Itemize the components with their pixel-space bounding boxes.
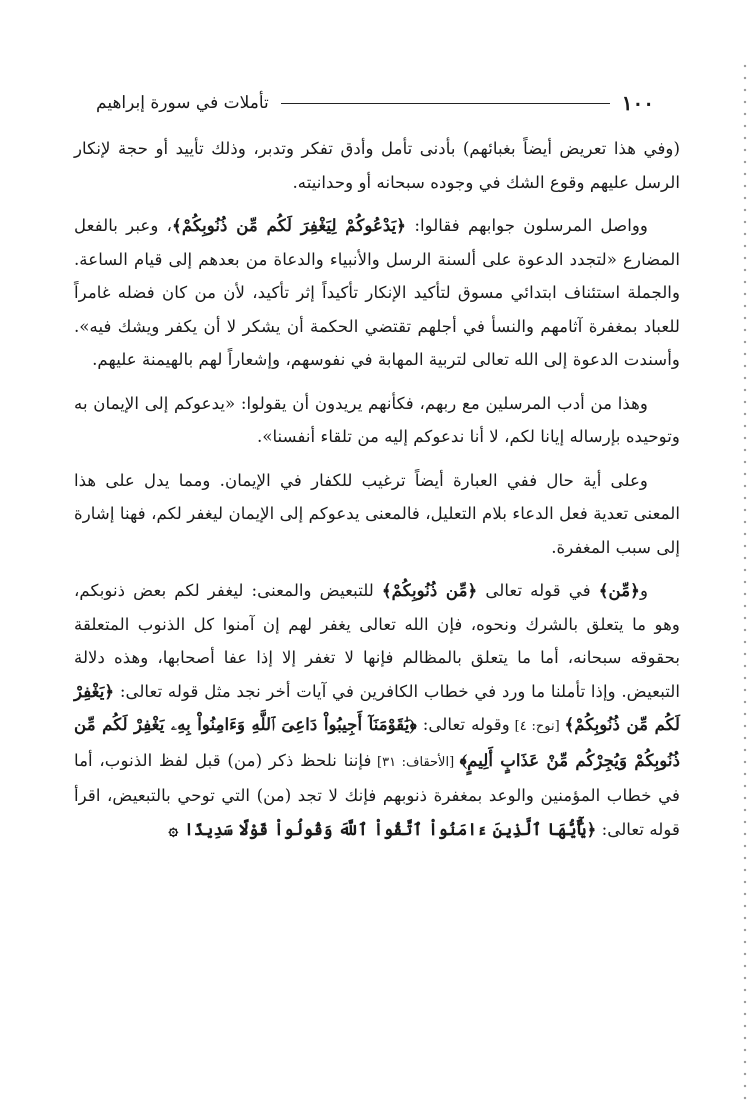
text-run: في قوله تعالى [477,580,599,600]
page-edge-dots [743,60,747,1100]
quran-verse: ﴿يَغْفِرْ لَكُم مِّن ذُنُوبِكُمْ﴾ [74,680,680,734]
text-run: وقوله تعالى: [416,714,510,734]
text-run: ، وعبر بالفعل المضارع «لتجدد الدعوة على ألسنة الرسل والأنبياء والدعاة من بعدهم إلى قيام الساعة. والجملة استئناف ابتدائي مسوق لتأكيد الإنكار تأكيداً إثر تأكيد، لأن من كان فضله غامراً للعباد بمغفرة آثامهم والنسأ في أجلهم تقتضي الحكمة أن يشكر لا أن يكفر ويشك فيه». وأسندت الدعوة إلى الله تعالى لتربية المهابة في نفوسهم، وإشعاراً لهم بالهيمنة عليهم. [74,215,680,369]
page-header [96,86,654,120]
running-title: تأملات في سورة إبراهيم [96,93,269,113]
quran-verse: ﴿مِّن ذُنُوبِكُمْ﴾ [381,580,478,600]
text-run: (وفي هذا تعريض أيضاً بغبائهم) بأدنى تأمل وأدق تفكر وتدبر، وذلك تأييد أو حجة لإنكار الرسل عليهم وقوع الشك في وجوده سبحانه أو وحدانيته. [74,138,680,192]
quran-verse: ﴿يَٰقَوْمَنَآ أَجِيبُواْ دَاعِىَ ٱللَّهِ وَءَامِنُواْ بِهِۦ يَغْفِرْ لَكُم مِّن ذُنُوبِكُمْ وَيُجِرْكُم مِّنْ عَذَابٍ أَلِيمٍ﴾ [74,714,680,770]
text-run: فإننا نلحظ ذكر (من) قبل لفظ الذنوب، أما في خطاب المؤمنين والوعد بمغفرة ذنوبهم فإنك لا تجد (من) التي توحي بالتبعيض، اقرأ قوله تعالى: [74,749,680,839]
text-run: وواصل المرسلون جوابهم فقالوا: [406,215,648,235]
header-rule [281,103,610,104]
paragraph [74,209,680,377]
text-run: للتبعيض والمعنى: ليغفر لكم بعض ذنوبكم، وهو ما يتعلق بالشرك ونحوه، فإن الله تعالى يغفر لهم إن آمنوا كل الذنوب المتعلقة بحقوقه سبحانه، أما ما يتعلق بالمظالم فإنها لا تغفر إلا إذا عفا أصحابها، وهذه دلالة التبعيض. وإذا تأملنا ما ورد في خطاب الكافرين في آيات أخر نجد مثل قوله تعالى: [74,580,680,701]
body-text [74,132,680,856]
page-number: ١٠٠ [621,91,654,115]
text-run: و [639,580,648,600]
quran-verse: ﴿يَدْعُوكُمْ لِيَغْفِرَ لَكُم مِّن ذُنُوبِكُمْ﴾ [172,215,407,235]
text-run: وهذا من أدب المرسلين مع ربهم، فكأنهم يريدون أن يقولوا: «يدعوكم إلى الإيمان به وتوحيده بإرساله إيانا لكم، لا أنا ندعوكم إليه من تلقاء أنفسنا». [74,392,680,446]
paragraph [74,387,680,454]
quran-verse: ﴿يَٰٓأَيُّهَا ٱلَّذِينَ ءَامَنُواْ ٱتَّقُواْ ٱللَّهَ وَقُولُواْ قَوْلًا سَدِيدًا ۞ [168,818,597,839]
paragraph [74,574,680,846]
text-run: وعلى أية حال ففي العبارة أيضاً ترغيب للكفار في الإيمان. ومما يدل على هذا المعنى تعدية فعل الدعاء بلام التعليل، فالمعنى يدعوكم إلى الإيمان ليغفر لكم، فهنا إشارة إلى سبب المغفرة. [74,469,680,557]
paragraph [74,132,680,199]
quran-verse: ﴿مِّن﴾ [598,580,640,600]
paragraph [74,464,680,565]
verse-reference: [نوح: ٤] [509,719,565,734]
verse-reference: [الأحقاف: ٣١] [371,754,460,770]
